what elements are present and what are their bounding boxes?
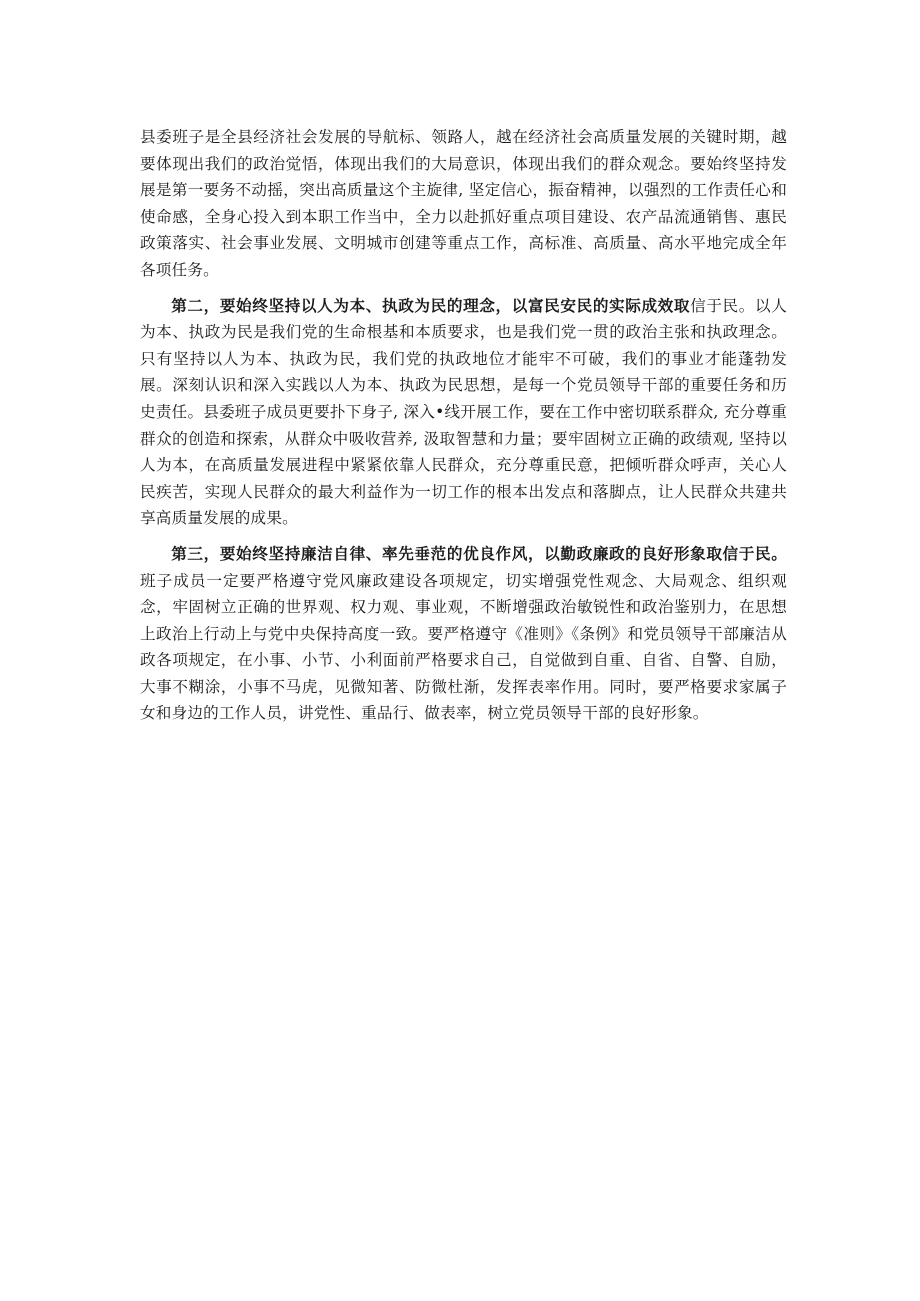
paragraph-1-body: 县委班子是全县经济社会发展的导航标、领路人，越在经济社会高质量发展的关键时期，越要体现出我们的政治觉悟，体现出我们的大局意识，体现出我们的群众观念。要始终坚持发展是第一要务不动摇，突出高质量这个主旋律, 坚定信心，振奋精神，以强烈的工作责任心和使命感，全身心投入到本职工作当中，全力以赴抓好重点项目建设、农产品流通销售、惠民政策落实、社会事业发展、文明城市创建等重点工作，高标准、高质量、高水平地完成全年各项任务。 (140, 128, 787, 279)
paragraph-3-body: 班子成员一定要严格遵守党风廉政建设各项规定，切实增强党性观念、大局观念、组织观念，牢固树立正确的世界观、权力观、事业观，不断增强政治敏锐性和政治鉴别力，在思想上政治上行动上与党中央保持高度一致。要严格遵守《准则》《条例》和党员领导干部廉洁从政各项规定，在小事、小节、小利面前严格要求自己，自觉做到自重、自省、自警、自励，大事不糊涂，小事不马虎，见微知著、防微杜渐，发挥表率作用。同时，要严格要求家属子女和身边的工作人员，讲党性、重品行、做表率，树立党员领导干部的良好形象。 (140, 571, 787, 723)
paragraph-2-body: 信于民。以人为本、执政为民是我们党的生命根基和本质要求，也是我们党一贯的政治主张和执政理念。只有坚持以人为本、执政为民，我们党的执政地位才能牢不可破，我们的事业才能蓬勃发展。深刻认识和深入实践以人为本、执政为民思想，是每一个党员领导干部的重要任务和历史责任。县委班子成员更要扑下身子, 深入•线开展工作，要在工作中密切联系群众, 充分尊重群众的创造和探索，从群众中吸收营养, 汲取智慧和力量；要牢固树立正确的政绩观, 坚持以人为本，在高质量发展进程中紧紧依靠人民群众，充分尊重民意，把倾听群众呼声，关心人民疾苦，实现人民群众的最大利益作为一切工作的根本出发点和落脚点，让人民群众共建共享高质量发展的成果。 (140, 296, 788, 528)
paragraph-2 (140, 293, 787, 532)
document-page (140, 124, 787, 727)
paragraph-2-lead: 第二，要始终坚持以人为本、执政为民的理念，以富民安民的实际成效取 (171, 295, 691, 315)
paragraph-3 (140, 541, 787, 727)
paragraph-3-lead: 第三，要始终坚持廉洁自律、率先垂范的优良作风，以勤政廉政的良好形象取信于民。 (171, 543, 787, 563)
paragraph-1 (140, 124, 787, 284)
